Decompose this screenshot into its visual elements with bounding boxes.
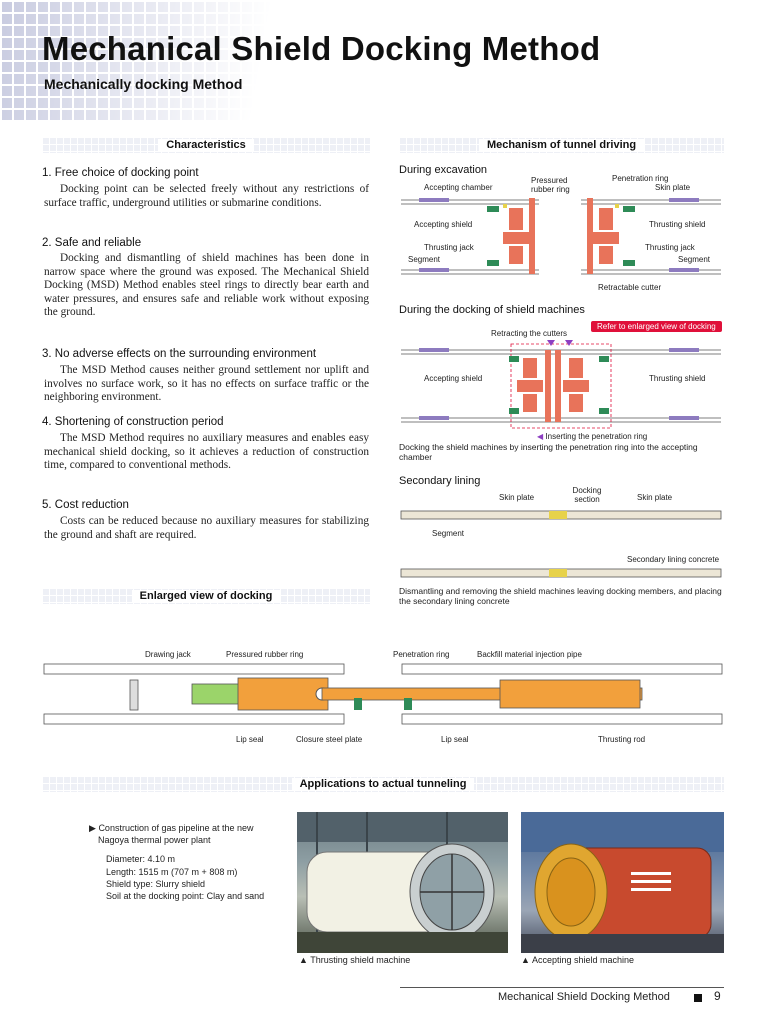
label-thrusting-jack-right: Thrusting jack	[645, 243, 695, 252]
docking-title: During the docking of shield machines	[399, 304, 585, 316]
page-number: 9	[714, 989, 721, 1003]
section-band-mechanism	[399, 137, 724, 153]
characteristic-text-1: Docking point can be selected freely without any restrictions of surface traffic, underground utilities or submarine conditions.	[44, 183, 369, 209]
section-heading: Enlarged view of docking	[132, 590, 281, 602]
label-retractable-cutter: Retractable cutter	[598, 283, 662, 292]
label-thrusting-shield-docking: Thrusting shield	[649, 374, 706, 383]
photo2-caption	[521, 954, 634, 966]
label-lip-seal-right: Lip seal	[441, 735, 469, 744]
secondary-lining-title: Secondary lining	[399, 475, 481, 487]
label-skin-plate: Skin plate	[655, 183, 691, 192]
label-accepting-shield-docking: Accepting shield	[424, 374, 483, 383]
label-segment-right: Segment	[678, 255, 711, 264]
label-drawing-jack: Drawing jack	[145, 650, 191, 659]
label-pressured-rubber-ring-enlarged: Pressured rubber ring	[226, 650, 304, 659]
label-secondary-lining-concrete: Secondary lining concrete	[627, 555, 720, 564]
label-retracting-cutters: Retracting the cutters	[491, 329, 568, 338]
section-band-applications	[42, 776, 724, 792]
section-band-enlarged	[42, 588, 370, 604]
characteristic-text-3: The MSD Method causes neither ground settlement nor uplift and involves no surface work, so it has no effects on surface traffic or the neighboring environment.	[44, 364, 369, 404]
triangle-right-icon: ▶	[89, 823, 96, 833]
label-closure-steel-plate: Closure steel plate	[296, 735, 363, 744]
photo1-caption	[299, 954, 410, 966]
docking-caption: Docking the shield machines by inserting the penetration ring into the accepting chamber	[399, 442, 698, 462]
spec-length: Length: 1515 m (707 m + 808 m)	[106, 867, 238, 877]
footer-square-icon	[694, 994, 702, 1002]
label-penetration-ring-enlarged: Penetration ring	[393, 650, 450, 659]
refer-enlarged-badge: Refer to enlarged view of docking	[591, 321, 722, 332]
triangle-up-icon: ▲	[521, 955, 530, 965]
section-heading: Characteristics	[158, 139, 254, 151]
project-line-2: Nagoya thermal power plant	[98, 835, 211, 845]
label-pressured-rubber-ring: Pressured rubber ring	[531, 176, 570, 194]
inserting-text: Inserting the penetration ring	[545, 432, 648, 441]
spec-diameter: Diameter: 4.10 m	[106, 854, 176, 864]
label-inserting-penetration-ring	[537, 432, 647, 441]
triangle-up-icon: ▲	[299, 955, 308, 965]
characteristic-text-5: Costs can be reduced because no auxiliary measures for stabilizing the ground and shaft are required.	[44, 515, 369, 541]
arrow-left-icon: ◀	[537, 432, 544, 441]
page-subtitle: Mechanically docking Method	[44, 76, 243, 92]
label-thrusting-rod: Thrusting rod	[598, 735, 646, 744]
label-docking-section: Docking section	[572, 486, 602, 504]
label-thrusting-shield: Thrusting shield	[649, 220, 706, 229]
label-accepting-chamber: Accepting chamber	[424, 183, 493, 192]
section-heading: Applications to actual tunneling	[292, 778, 475, 790]
label-accepting-shield: Accepting shield	[414, 220, 473, 229]
page-title: Mechanical Shield Docking Method	[42, 30, 601, 67]
thrusting-shield-machine-photo	[297, 812, 508, 953]
section-band-characteristics	[42, 137, 370, 153]
label-penetration-ring: Penetration ring	[612, 174, 669, 183]
label-segment-secondary: Segment	[432, 529, 465, 538]
label-backfill-pipe: Backfill material injection pipe	[477, 650, 582, 659]
label-segment-left: Segment	[408, 255, 441, 264]
label-skin-plate-right: Skin plate	[637, 493, 673, 502]
characteristic-title-1: 1. Free choice of docking point	[42, 167, 199, 179]
characteristic-title-4: 4. Shortening of construction period	[42, 416, 224, 428]
secondary-lining-diagram	[399, 505, 724, 585]
spec-soil: Soil at the docking point: Clay and sand	[106, 891, 265, 901]
accepting-shield-machine-photo	[521, 812, 724, 953]
section-heading: Mechanism of tunnel driving	[479, 139, 644, 151]
characteristic-title-3: 3. No adverse effects on the surrounding environment	[42, 348, 317, 360]
spec-shield-type: Shield type: Slurry shield	[106, 879, 206, 889]
docking-diagram	[399, 340, 724, 432]
characteristic-text-4: The MSD Method requires no auxiliary measures and enables easy mechanical shield docking, so it achieves a reduction of construction time, compared to conventional methods.	[44, 432, 369, 472]
photo2-caption-text: Accepting shield machine	[531, 955, 634, 965]
label-skin-plate-left: Skin plate	[499, 493, 535, 502]
label-lip-seal-left: Lip seal	[236, 735, 264, 744]
secondary-caption: Dismantling and removing the shield machines leaving docking members, and placing the secondary lining concrete	[399, 586, 722, 606]
enlarged-docking-diagram	[42, 660, 726, 732]
characteristic-title-2: 2. Safe and reliable	[42, 237, 142, 249]
project-title	[89, 822, 254, 834]
photo1-caption-text: Thrusting shield machine	[310, 955, 411, 965]
label-thrusting-jack-left: Thrusting jack	[424, 243, 474, 252]
footer-title: Mechanical Shield Docking Method	[498, 991, 670, 1003]
characteristic-title-5: 5. Cost reduction	[42, 499, 129, 511]
characteristic-text-2: Docking and dismantling of shield machines has been done in narrow space where the ground was exposed. The Mechanical Shield Docking (MSD) Method enables steel rings to directly bear earth and water pressures, and ensures safe and reliable work without exposing the ground.	[44, 252, 369, 319]
project-line-1: Construction of gas pipeline at the new	[98, 823, 254, 833]
excavation-title: During excavation	[399, 164, 488, 176]
footer-divider	[400, 987, 724, 988]
